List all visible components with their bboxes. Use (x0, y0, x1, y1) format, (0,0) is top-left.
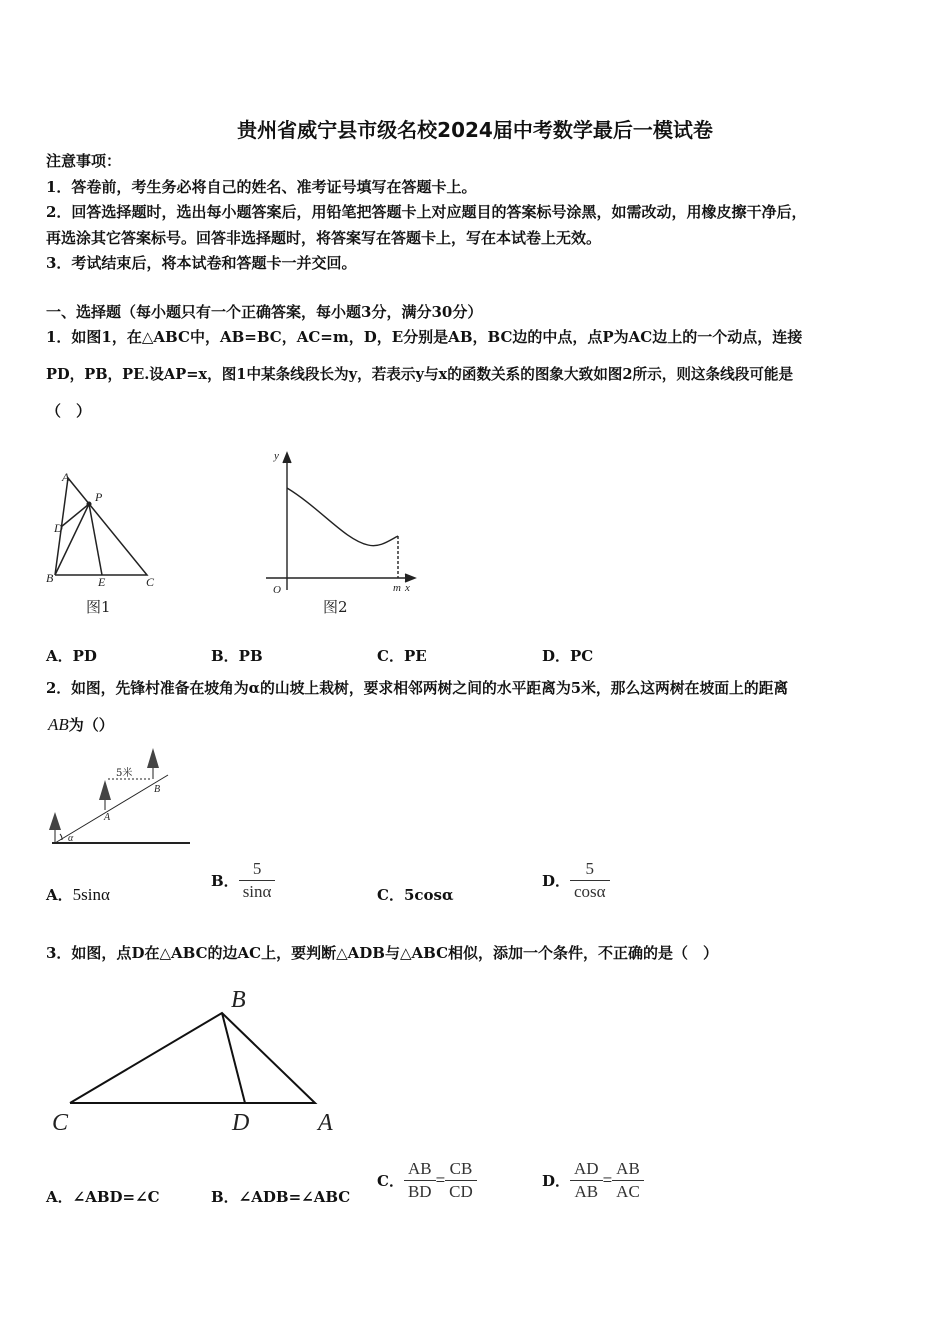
q3-option-c[interactable]: C． $\frac{AB}{BD}$ = $\frac{CB}{CD}$ (377, 1158, 477, 1203)
q1-blank: （ ） (46, 402, 92, 420)
q2-label-b: B (154, 784, 161, 795)
q1-option-a[interactable]: A．PD (46, 647, 97, 665)
fig1-label-a: A (62, 470, 70, 484)
q2-option-a[interactable]: A．5sinα (46, 885, 110, 904)
tree-icon (49, 748, 159, 842)
q3-label-c: C (52, 1110, 69, 1136)
notes-heading: 注意事项： (46, 152, 122, 170)
fig1-label-b: B (46, 571, 54, 585)
fig1-label-e: E (98, 575, 106, 589)
fig1-label-c: C (146, 575, 155, 589)
fig2-caption: 图2 (323, 598, 348, 616)
q2-option-c[interactable]: C．5cosα (377, 886, 454, 904)
q2-blank: 为（） (68, 716, 114, 734)
fig2-label-y: y (274, 450, 279, 462)
q2-option-d[interactable]: D． $\frac{5}{\cos\alpha}$ (542, 858, 610, 903)
fig1-label-p: P (95, 490, 103, 504)
q2-distance-label: 5米 (116, 768, 133, 779)
q2-option-b[interactable]: B． $\frac{5}{\sin\alpha}$ (211, 858, 275, 903)
q3-option-a[interactable]: A．∠ABD=∠C (46, 1188, 160, 1206)
q1-option-c[interactable]: C．PE (377, 647, 427, 665)
q1-option-b[interactable]: B．PB (211, 647, 263, 665)
q1-text: PD，PB，PE.设AP=x，图1中某条线段长为y，若表示y与x的函数关系的图象大致如图2所示，则这条线段可能是 (46, 366, 794, 383)
note-item: 2．回答选择题时，选出每小题答案后，用铅笔把答题卡上对应题目的答案标号涂黑，如需改动，用橡皮擦干净后， (46, 203, 807, 221)
note-item: 再选涂其它答案标号。回答非选择题时，将答案写在答题卡上，写在本试卷上无效。 (46, 229, 602, 247)
q2-label-alpha: α (68, 833, 74, 844)
fig1-label-d: D (54, 521, 63, 535)
q1-text: 1．如图1，在△ABC中，AB=BC，AC=m，D，E分别是AB，BC边的中点，点P为AC边上的一个动点，连接 (46, 328, 803, 346)
q3-triangle-figure (70, 1013, 315, 1103)
q3-text: 3．如图，点D在△ABC的边AC上，要判断△ADB与△ABC相似，添加一个条件，不正确的是（ ） (46, 944, 719, 962)
q1-figure-2 (266, 453, 415, 590)
fig2-label-x: x (405, 582, 410, 594)
note-item: 1．答卷前，考生务必将自己的姓名、准考证号填写在答题卡上。 (46, 178, 477, 196)
fig2-label-o: O (273, 584, 281, 596)
q2-text: 2．如图，先锋村准备在坡角为α的山坡上栽树，要求相邻两树之间的水平距离为5米，那么这两树在坡面上的距离 (46, 680, 789, 697)
q2-label-a: A (104, 812, 111, 823)
page-title: 贵州省威宁县市级名校2024届中考数学最后一模试卷 (237, 118, 713, 142)
q3-option-b[interactable]: B．∠ADB=∠ABC (211, 1188, 351, 1206)
q2-ab: AB (48, 715, 69, 734)
note-item: 3．考试结束后，将本试卷和答题卡一并交回。 (46, 254, 357, 272)
fig1-caption: 图1 (86, 598, 111, 616)
section-heading: 一、选择题（每小题只有一个正确答案，每小题3分，满分30分） (46, 303, 483, 321)
q3-label-d: D (232, 1110, 250, 1136)
q3-option-d[interactable]: D． $\frac{AD}{AB}$ = $\frac{AB}{AC}$ (542, 1158, 644, 1203)
q3-label-a: A (318, 1110, 333, 1136)
q3-label-b: B (231, 987, 246, 1013)
fig2-label-m: m (393, 582, 401, 594)
q1-option-d[interactable]: D．PC (542, 647, 594, 665)
